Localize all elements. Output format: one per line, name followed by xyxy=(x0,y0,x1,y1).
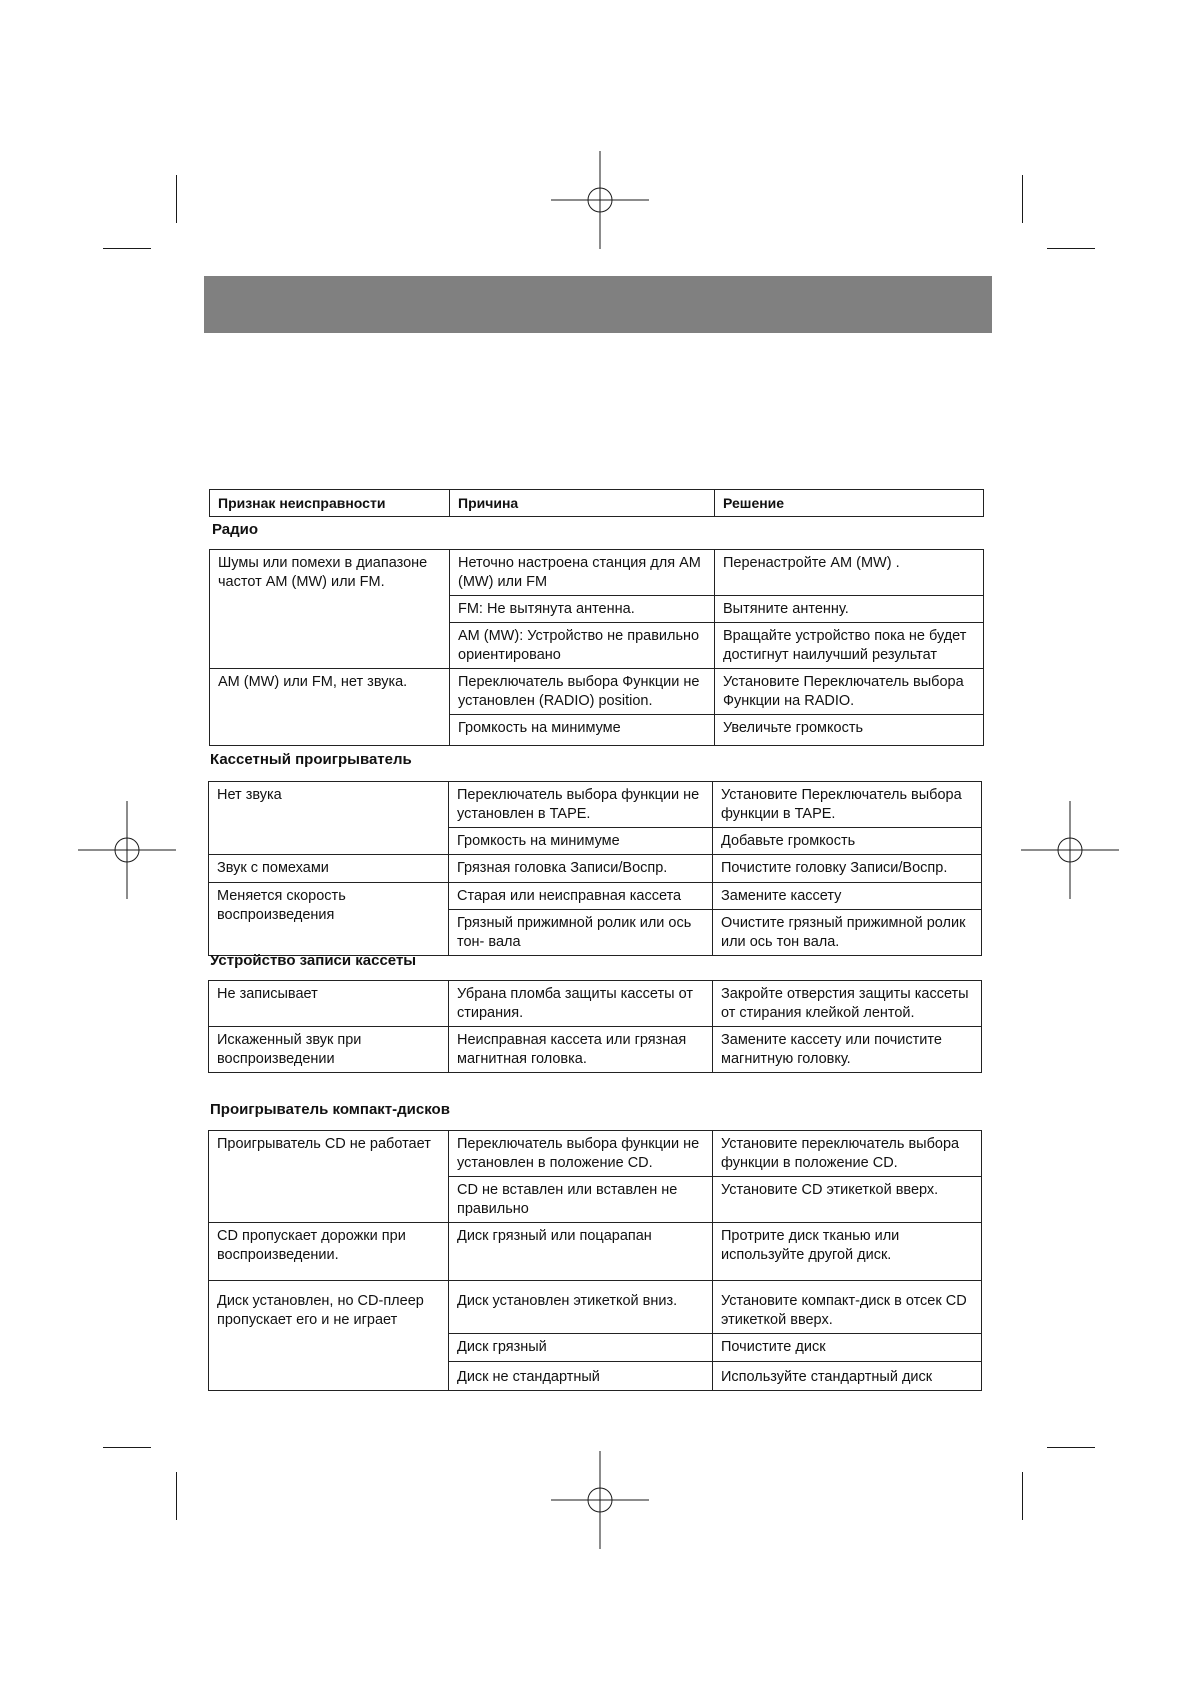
crop-mark xyxy=(176,175,177,223)
solution-cell: Перенастройте AM (MW) . xyxy=(715,550,984,596)
solution-cell: Установите переключатель выбора функции в положение CD. xyxy=(713,1131,982,1177)
crop-mark xyxy=(1047,248,1095,249)
table-row xyxy=(210,669,984,715)
crop-mark xyxy=(1022,1472,1023,1520)
crop-mark xyxy=(103,1447,151,1448)
header-symptom: Признак неисправности xyxy=(210,490,450,517)
solution-cell: Почистите головку Записи/Воспр. xyxy=(713,855,982,883)
cause-cell: Диск грязный или поцарапан xyxy=(449,1223,713,1281)
solution-cell: Добавьте громкость xyxy=(713,828,982,855)
cause-cell: Грязная головка Записи/Воспр. xyxy=(449,855,713,883)
cause-cell: Старая или неисправная кассета xyxy=(449,883,713,910)
table-row xyxy=(210,550,984,596)
cause-cell: Переключатель выбора функции не установлен в TAPE. xyxy=(449,782,713,828)
cause-cell: AM (MW): Устройство не правильно ориентировано xyxy=(450,623,715,669)
cause-cell: Неточно настроена станция для AM (MW) или FM xyxy=(450,550,715,596)
column-header-table xyxy=(209,489,984,517)
cause-cell: Громкость на минимуме xyxy=(450,715,715,746)
solution-cell: Увеличьте громкость xyxy=(715,715,984,746)
solution-cell: Вытяните антенну. xyxy=(715,596,984,623)
solution-cell: Замените кассету xyxy=(713,883,982,910)
table-header-row xyxy=(210,490,984,517)
solution-cell: Замените кассету или почистите магнитную головку. xyxy=(713,1027,982,1073)
solution-cell: Установите CD этикеткой вверх. xyxy=(713,1177,982,1223)
cause-cell: Диск установлен этикеткой вниз. xyxy=(449,1281,713,1334)
symptom-cell: Меняется скорость воспроизведения xyxy=(209,883,449,956)
cause-cell: FM: Не вытянута антенна. xyxy=(450,596,715,623)
crop-mark xyxy=(176,1472,177,1520)
solution-cell: Установите компакт-диск в отсек CD этикеткой вверх. xyxy=(713,1281,982,1334)
table-row xyxy=(209,883,982,910)
cause-cell: Переключатель выбора функции не установлен в положение CD. xyxy=(449,1131,713,1177)
registration-mark-right xyxy=(1021,801,1119,899)
table-row xyxy=(209,1131,982,1177)
symptom-cell: Нет звука xyxy=(209,782,449,855)
symptom-cell: Проигрыватель CD не работает xyxy=(209,1131,449,1223)
crop-mark xyxy=(1022,175,1023,223)
table-row xyxy=(209,1223,982,1281)
table-row xyxy=(209,981,982,1027)
table-row xyxy=(209,1027,982,1073)
solution-cell: Очистите грязный прижимной ролик или ось тон вала. xyxy=(713,910,982,956)
cause-cell: Диск не стандартный xyxy=(449,1362,713,1391)
table-row xyxy=(209,855,982,883)
symptom-cell: AM (MW) или FM, нет звука. xyxy=(210,669,450,746)
radio-table xyxy=(209,549,984,746)
symptom-cell: Звук с помехами xyxy=(209,855,449,883)
cause-cell: Диск грязный xyxy=(449,1334,713,1362)
section-title-cassette-player: Кассетный проигрыватель xyxy=(210,751,412,768)
header-banner xyxy=(204,276,992,333)
solution-cell: Почистите диск xyxy=(713,1334,982,1362)
cause-cell: Громкость на минимуме xyxy=(449,828,713,855)
cause-cell: Переключатель выбора Функции не установлен (RADIO) position. xyxy=(450,669,715,715)
header-solution: Решение xyxy=(715,490,984,517)
registration-mark-bottom xyxy=(551,1451,649,1549)
symptom-cell: Диск установлен, но CD-плеер пропускает его и не играет xyxy=(209,1281,449,1391)
section-title-cd-player: Проигрыватель компакт-дисков xyxy=(210,1101,450,1118)
section-title-cassette-recorder: Устройство записи кассеты xyxy=(210,952,417,969)
symptom-cell: Не записывает xyxy=(209,981,449,1027)
table-row xyxy=(209,782,982,828)
solution-cell: Вращайте устройство пока не будет достигнут наилучший результат xyxy=(715,623,984,669)
cause-cell: Убрана пломба защиты кассеты от стирания. xyxy=(449,981,713,1027)
cassette-recorder-table xyxy=(208,980,982,1073)
symptom-cell: Искаженный звук при воспроизведении xyxy=(209,1027,449,1073)
solution-cell: Протрите диск тканью или используйте другой диск. xyxy=(713,1223,982,1281)
solution-cell: Закройте отверстия защиты кассеты от стирания клейкой лентой. xyxy=(713,981,982,1027)
section-title-radio: Радио xyxy=(212,521,259,538)
cause-cell: Неисправная кассета или грязная магнитная головка. xyxy=(449,1027,713,1073)
header-cause: Причина xyxy=(450,490,715,517)
cassette-player-table xyxy=(208,781,982,956)
cd-player-table xyxy=(208,1130,982,1391)
solution-cell: Используйте стандартный диск xyxy=(713,1362,982,1391)
solution-cell: Установите Переключатель выбора Функции на RADIO. xyxy=(715,669,984,715)
registration-mark-top xyxy=(551,151,649,249)
symptom-cell: Шумы или помехи в диапазоне частот AM (MW) или FM. xyxy=(210,550,450,669)
solution-cell: Установите Переключатель выбора функции в TAPE. xyxy=(713,782,982,828)
cause-cell: CD не вставлен или вставлен не правильно xyxy=(449,1177,713,1223)
crop-mark xyxy=(1047,1447,1095,1448)
crop-mark xyxy=(103,248,151,249)
registration-mark-left xyxy=(78,801,176,899)
symptom-cell: CD пропускает дорожки при воспроизведении. xyxy=(209,1223,449,1281)
table-row xyxy=(209,1281,982,1334)
cause-cell: Грязный прижимной ролик или ось тон- вала xyxy=(449,910,713,956)
